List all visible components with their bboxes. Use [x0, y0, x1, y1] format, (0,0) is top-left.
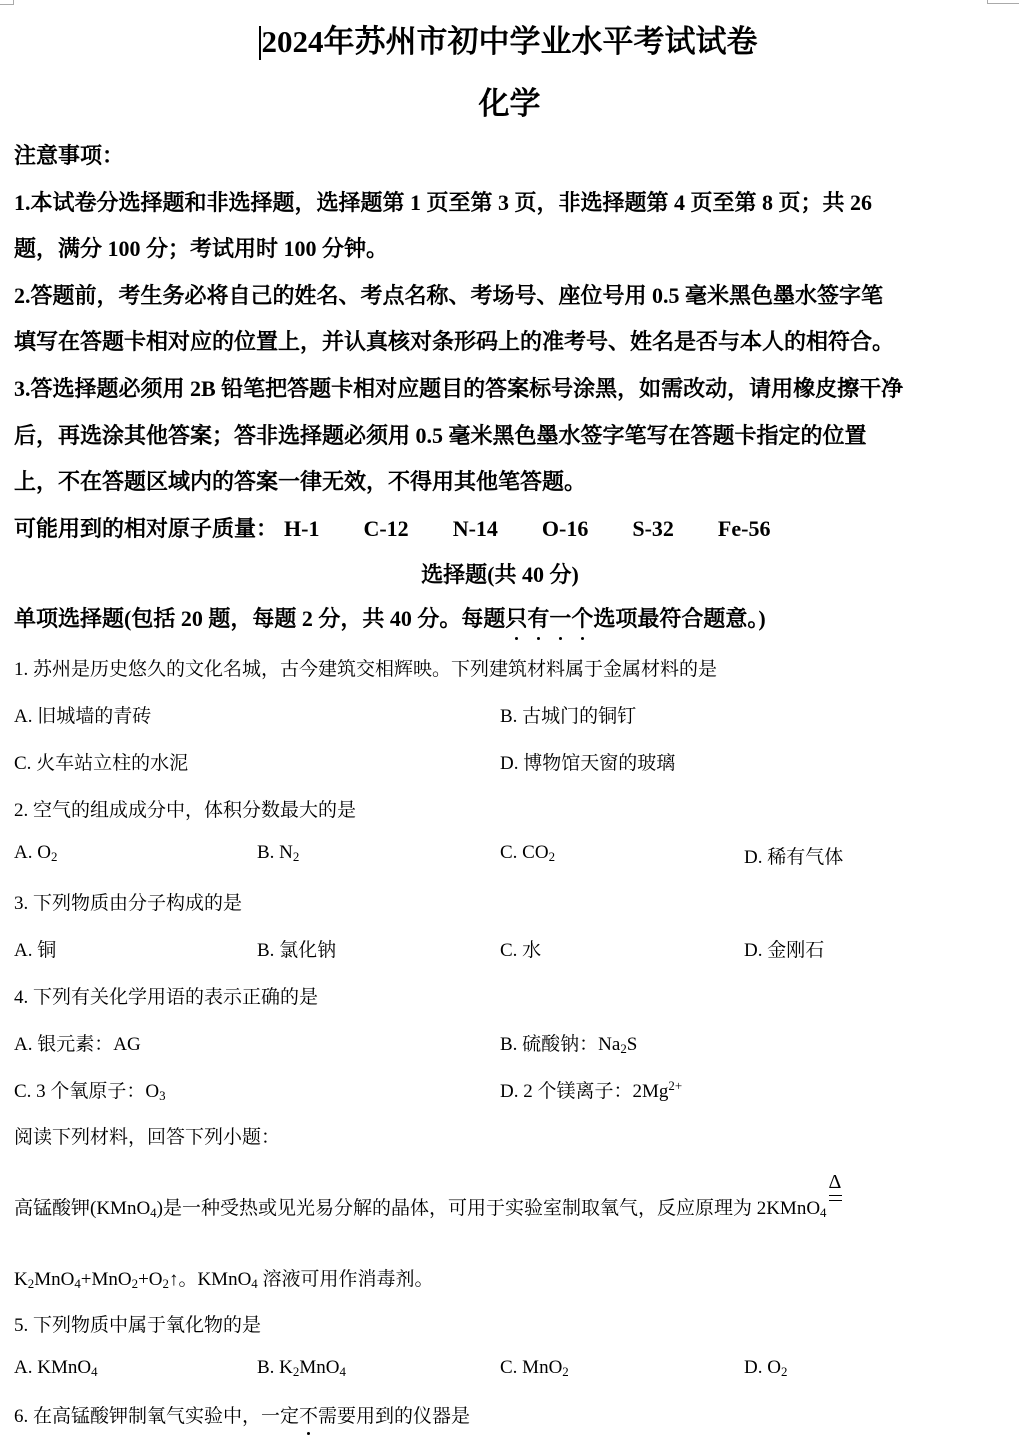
question-1-option-b: B. 古城门的铜钉: [500, 706, 637, 727]
subject-title: 化学: [478, 86, 541, 121]
notice-3-line-1: 3.答选择题必须用 2B 铅笔把答题卡相对应题目的答案标号涂黑，如需改动，请用橡皮擦干净: [14, 376, 904, 401]
question-4-option-c: C. 3 个氧原子：$O_3$: [14, 1081, 166, 1104]
notice-3-line-2: 后，再选涂其他答案；答非选择题必须用 0.5 毫米黑色墨水签字笔写在答题卡指定的位置: [14, 423, 867, 448]
delta-heat-icon: Δ: [828, 1171, 842, 1193]
question-4-stem: 4. 下列有关化学用语的表示正确的是: [14, 987, 319, 1008]
exam-title: [0, 16, 1019, 61]
reading-paragraph-line-2: $K_2MnO_4+MnO_2+O_2↑$。KMnO$_4$ 溶液可用作消毒剂。: [14, 1269, 434, 1292]
question-4-option-b: B. 硫酸钠：$Na_2S$: [500, 1034, 638, 1057]
section-instruction: [14, 602, 766, 633]
emphasis-char: 一: [549, 602, 571, 633]
reading-paragraph-line-1: 高锰酸钾(KMnO$_4$)是一种受热或见光易分解的晶体，可用于实验室制取氧气，反应原理为 2KMnO$_4$ Δ: [14, 1193, 845, 1220]
question-4-option-a: A. 银元素：AG: [14, 1034, 141, 1055]
question-4-option-d: D. 2 个镁离子：$2Mg^{2+}$: [500, 1077, 683, 1102]
question-6-stem: 6. 在高锰酸钾制氧气实验中，一定不需要用到的仪器是: [14, 1401, 470, 1428]
question-5-option-c: C. MnO$_2$: [500, 1357, 569, 1380]
question-5-option-b: B. $K_2MnO_4$: [257, 1357, 346, 1380]
question-5-option-d: D. $O_2$: [744, 1357, 788, 1380]
question-3-stem: 3. 下列物质由分子构成的是: [14, 893, 243, 914]
atomic-mass-h: H-1: [284, 516, 320, 541]
atomic-mass-s: S-32: [632, 516, 674, 541]
question-5-stem: 5. 下列物质中属于氧化物的是: [14, 1315, 262, 1336]
instruction-text-before: 单项选择题(包括 20 题，每题 2 分，共 40 分。每题: [14, 606, 506, 631]
question-1-option-c: C. 火车站立柱的水泥: [14, 753, 189, 774]
question-2-option-a: A. $O_2$: [14, 842, 58, 865]
question-3-option-b: B. 氯化钠: [257, 940, 337, 961]
question-2-stem: 2. 空气的组成成分中，体积分数最大的是: [14, 800, 357, 821]
question-3-option-d: D. 金刚石: [744, 940, 825, 961]
notice-heading: 注意事项：: [14, 143, 125, 168]
notice-3-line-3: 上，不在答题区域内的答案一律无效，不得用其他笔答题。: [14, 469, 587, 494]
emphasis-char: 有: [527, 602, 549, 633]
atomic-mass-fe: Fe-56: [717, 516, 771, 541]
heating-condition-equals: [827, 1171, 845, 1214]
atomic-mass-line: [14, 512, 814, 543]
atomic-mass-n: N-14: [452, 516, 498, 541]
question-3-option-c: C. 水: [500, 940, 542, 961]
reading-intro: 阅读下列材料，回答下列小题：: [14, 1127, 281, 1148]
page-corner-mark-top-left: [0, 0, 14, 5]
atomic-mass-label: 可能用到的相对原子质量：: [14, 516, 279, 541]
page-corner-mark-top-right: [987, 0, 1019, 4]
question-1-option-a: A. 旧城墙的青砖: [14, 706, 152, 727]
notice-2-line-1: 2.答题前，考生务必将自己的姓名、考点名称、考场号、座位号用 0.5 毫米黑色墨水签字笔: [14, 283, 884, 308]
question-2-option-b: B. $N_2$: [257, 842, 300, 865]
atomic-mass-c: C-12: [363, 516, 409, 541]
emphasis-char: 不: [299, 1401, 318, 1428]
question-2-option-c: C. $CO_2$: [500, 842, 556, 865]
text-cursor: [259, 26, 261, 60]
atomic-mass-o: O-16: [541, 516, 589, 541]
exam-title-text: 2024年苏州市初中学业水平考试试卷: [261, 24, 758, 59]
notice-1-line-2: 题，满分 100 分；考试用时 100 分钟。: [14, 236, 389, 261]
question-2-option-d: D. 稀有气体: [744, 847, 844, 868]
instruction-text-after: 选项最符合题意。): [593, 606, 766, 631]
emphasis-char: 只: [505, 602, 527, 633]
question-1-option-d: D. 博物馆天窗的玻璃: [500, 753, 676, 774]
question-3-option-a: A. 铜: [14, 940, 57, 961]
question-1-stem: 1. 苏州是历史悠久的文化名城，古今建筑交相辉映。下列建筑材料属于金属材料的是: [14, 659, 718, 680]
equals-sign: [829, 1195, 842, 1201]
section-title: 选择题(共 40 分): [421, 562, 579, 587]
notice-2-line-2: 填写在答题卡相对应的位置上，并认真核对条形码上的准考号、姓名是否与本人的相符合。: [14, 329, 895, 354]
question-5-option-a: A. KMnO$_4$: [14, 1357, 98, 1380]
notice-1-line-1: 1.本试卷分选择题和非选择题，选择题第 1 页至第 3 页，非选择题第 4 页至第 8 页；共 26: [14, 190, 873, 215]
emphasis-char: 个: [571, 602, 593, 633]
